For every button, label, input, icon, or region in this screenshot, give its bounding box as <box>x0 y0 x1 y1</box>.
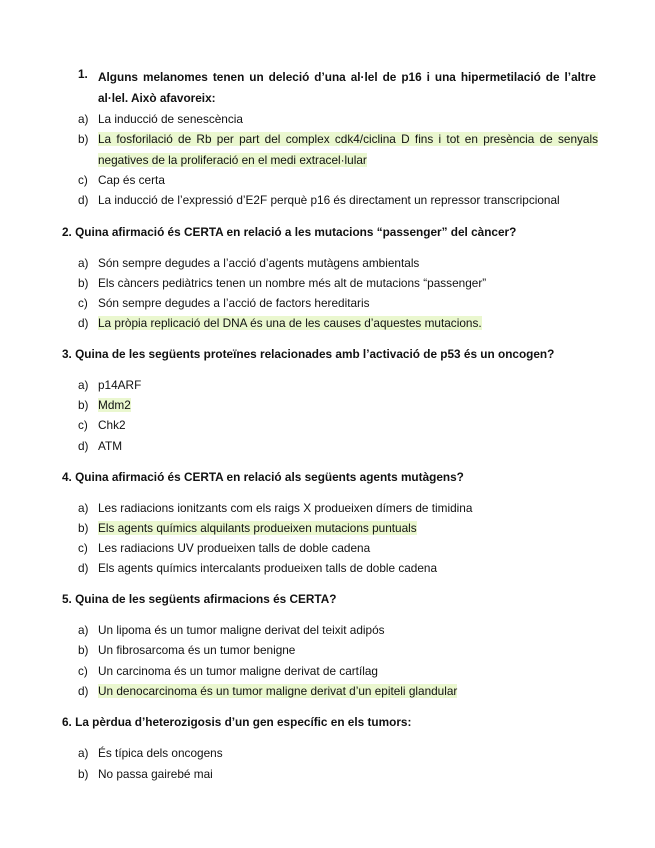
option-text: Els agents químics alquilants produeixen mutacions puntuals <box>98 521 417 535</box>
option-1d[interactable] <box>78 190 598 211</box>
question-4-heading: 4. Quina afirmació és CERTA en relació als següents agents mutàgens? <box>62 470 464 484</box>
option-letter: c) <box>78 173 88 187</box>
question-2-heading: 2. Quina afirmació és CERTA en relació a les mutacions “passenger” del càncer? <box>62 225 517 239</box>
option-3b-correct[interactable] <box>78 395 598 416</box>
option-text: És típica dels oncogens <box>98 746 223 760</box>
option-text: Són sempre degudes a l’acció de factors hereditaris <box>98 296 370 310</box>
option-text: Els agents químics intercalants produeixen talls de doble cadena <box>98 561 438 575</box>
option-text: Les radiacions UV produeixen talls de doble cadena <box>98 541 371 555</box>
option-text: Les radiacions ionitzants com els raigs X produeixen dímers de timidina <box>98 501 473 515</box>
option-6a[interactable] <box>78 743 598 764</box>
option-letter: d) <box>78 561 89 575</box>
option-letter: d) <box>78 684 89 698</box>
option-2b[interactable] <box>78 273 598 294</box>
option-4c[interactable] <box>78 538 598 559</box>
option-text: Chk2 <box>98 418 126 432</box>
option-letter: b) <box>78 643 89 657</box>
option-1b-correct[interactable] <box>78 129 598 170</box>
question-text: Alguns melanomes tenen un deleció d’una al·lel de p16 i una hipermetilació de l’altre al·lel. Això afavoreix: <box>98 70 596 105</box>
question-3-heading: 3. Quina de les següents proteïnes relacionades amb l’activació de p53 és un oncogen? <box>62 347 555 361</box>
option-letter: c) <box>78 296 88 310</box>
option-text: Mdm2 <box>98 398 131 412</box>
option-4b-correct[interactable] <box>78 518 598 539</box>
option-letter: b) <box>78 521 89 535</box>
option-4a[interactable] <box>78 498 598 519</box>
option-2c[interactable] <box>78 293 598 314</box>
option-letter: b) <box>78 132 89 146</box>
question-6-heading: 6. La pèrdua d’heterozigosis d’un gen específic en els tumors: <box>62 715 412 729</box>
option-5c[interactable] <box>78 661 598 682</box>
option-2d-correct[interactable] <box>78 313 598 334</box>
option-6b[interactable] <box>78 764 598 785</box>
option-text: Un carcinoma és un tumor maligne derivat de cartílag <box>98 664 378 678</box>
option-letter: a) <box>78 746 89 760</box>
option-1a[interactable] <box>78 109 598 130</box>
option-text: Cap és certa <box>98 173 165 187</box>
option-letter: a) <box>78 378 89 392</box>
option-letter: c) <box>78 664 88 678</box>
option-text: La inducció de l’expressió d’E2F perquè p16 és directament un repressor transcripcional <box>98 193 560 207</box>
option-text: La fosforilació de Rb per part del complex cdk4/ciclina D fins i tot en presència de senyals negatives de la proliferació en el medi extracel·lular <box>98 132 598 167</box>
option-3a[interactable] <box>78 375 598 396</box>
option-letter: a) <box>78 623 89 637</box>
option-letter: c) <box>78 541 88 555</box>
option-3c[interactable] <box>78 415 598 436</box>
option-3d[interactable] <box>78 436 598 457</box>
option-text: Els càncers pediàtrics tenen un nombre més alt de mutacions “passenger” <box>98 276 487 290</box>
option-letter: a) <box>78 256 89 270</box>
question-5-heading: 5. Quina de les següents afirmacions és CERTA? <box>62 592 337 606</box>
option-5a[interactable] <box>78 620 598 641</box>
option-1c[interactable] <box>78 170 598 191</box>
option-2a[interactable] <box>78 253 598 274</box>
option-letter: b) <box>78 767 89 781</box>
option-letter: d) <box>78 193 89 207</box>
option-text: p14ARF <box>98 378 142 392</box>
question-number: 1. <box>78 67 88 81</box>
option-letter: a) <box>78 501 89 515</box>
option-letter: b) <box>78 398 89 412</box>
option-text: Són sempre degudes a l’acció d’agents mutàgens ambientals <box>98 256 420 270</box>
option-4d[interactable] <box>78 558 598 579</box>
option-text: La pròpia replicació del DNA és una de les causes d’aquestes mutacions. <box>98 316 482 330</box>
option-5d-correct[interactable] <box>78 681 598 702</box>
option-text: Un fibrosarcoma és un tumor benigne <box>98 643 296 657</box>
option-text: La inducció de senescència <box>98 112 243 126</box>
option-text: Un lipoma és un tumor maligne derivat del teixit adipós <box>98 623 385 637</box>
option-text: Un denocarcinoma és un tumor maligne derivat d’un epiteli glandular <box>98 684 458 698</box>
option-letter: c) <box>78 418 88 432</box>
option-5b[interactable] <box>78 640 598 661</box>
option-letter: a) <box>78 112 89 126</box>
option-letter: d) <box>78 316 89 330</box>
question-1 <box>78 67 596 108</box>
option-text: No passa gairebé mai <box>98 767 213 781</box>
option-text: ATM <box>98 439 123 453</box>
option-letter: d) <box>78 439 89 453</box>
option-letter: b) <box>78 276 89 290</box>
